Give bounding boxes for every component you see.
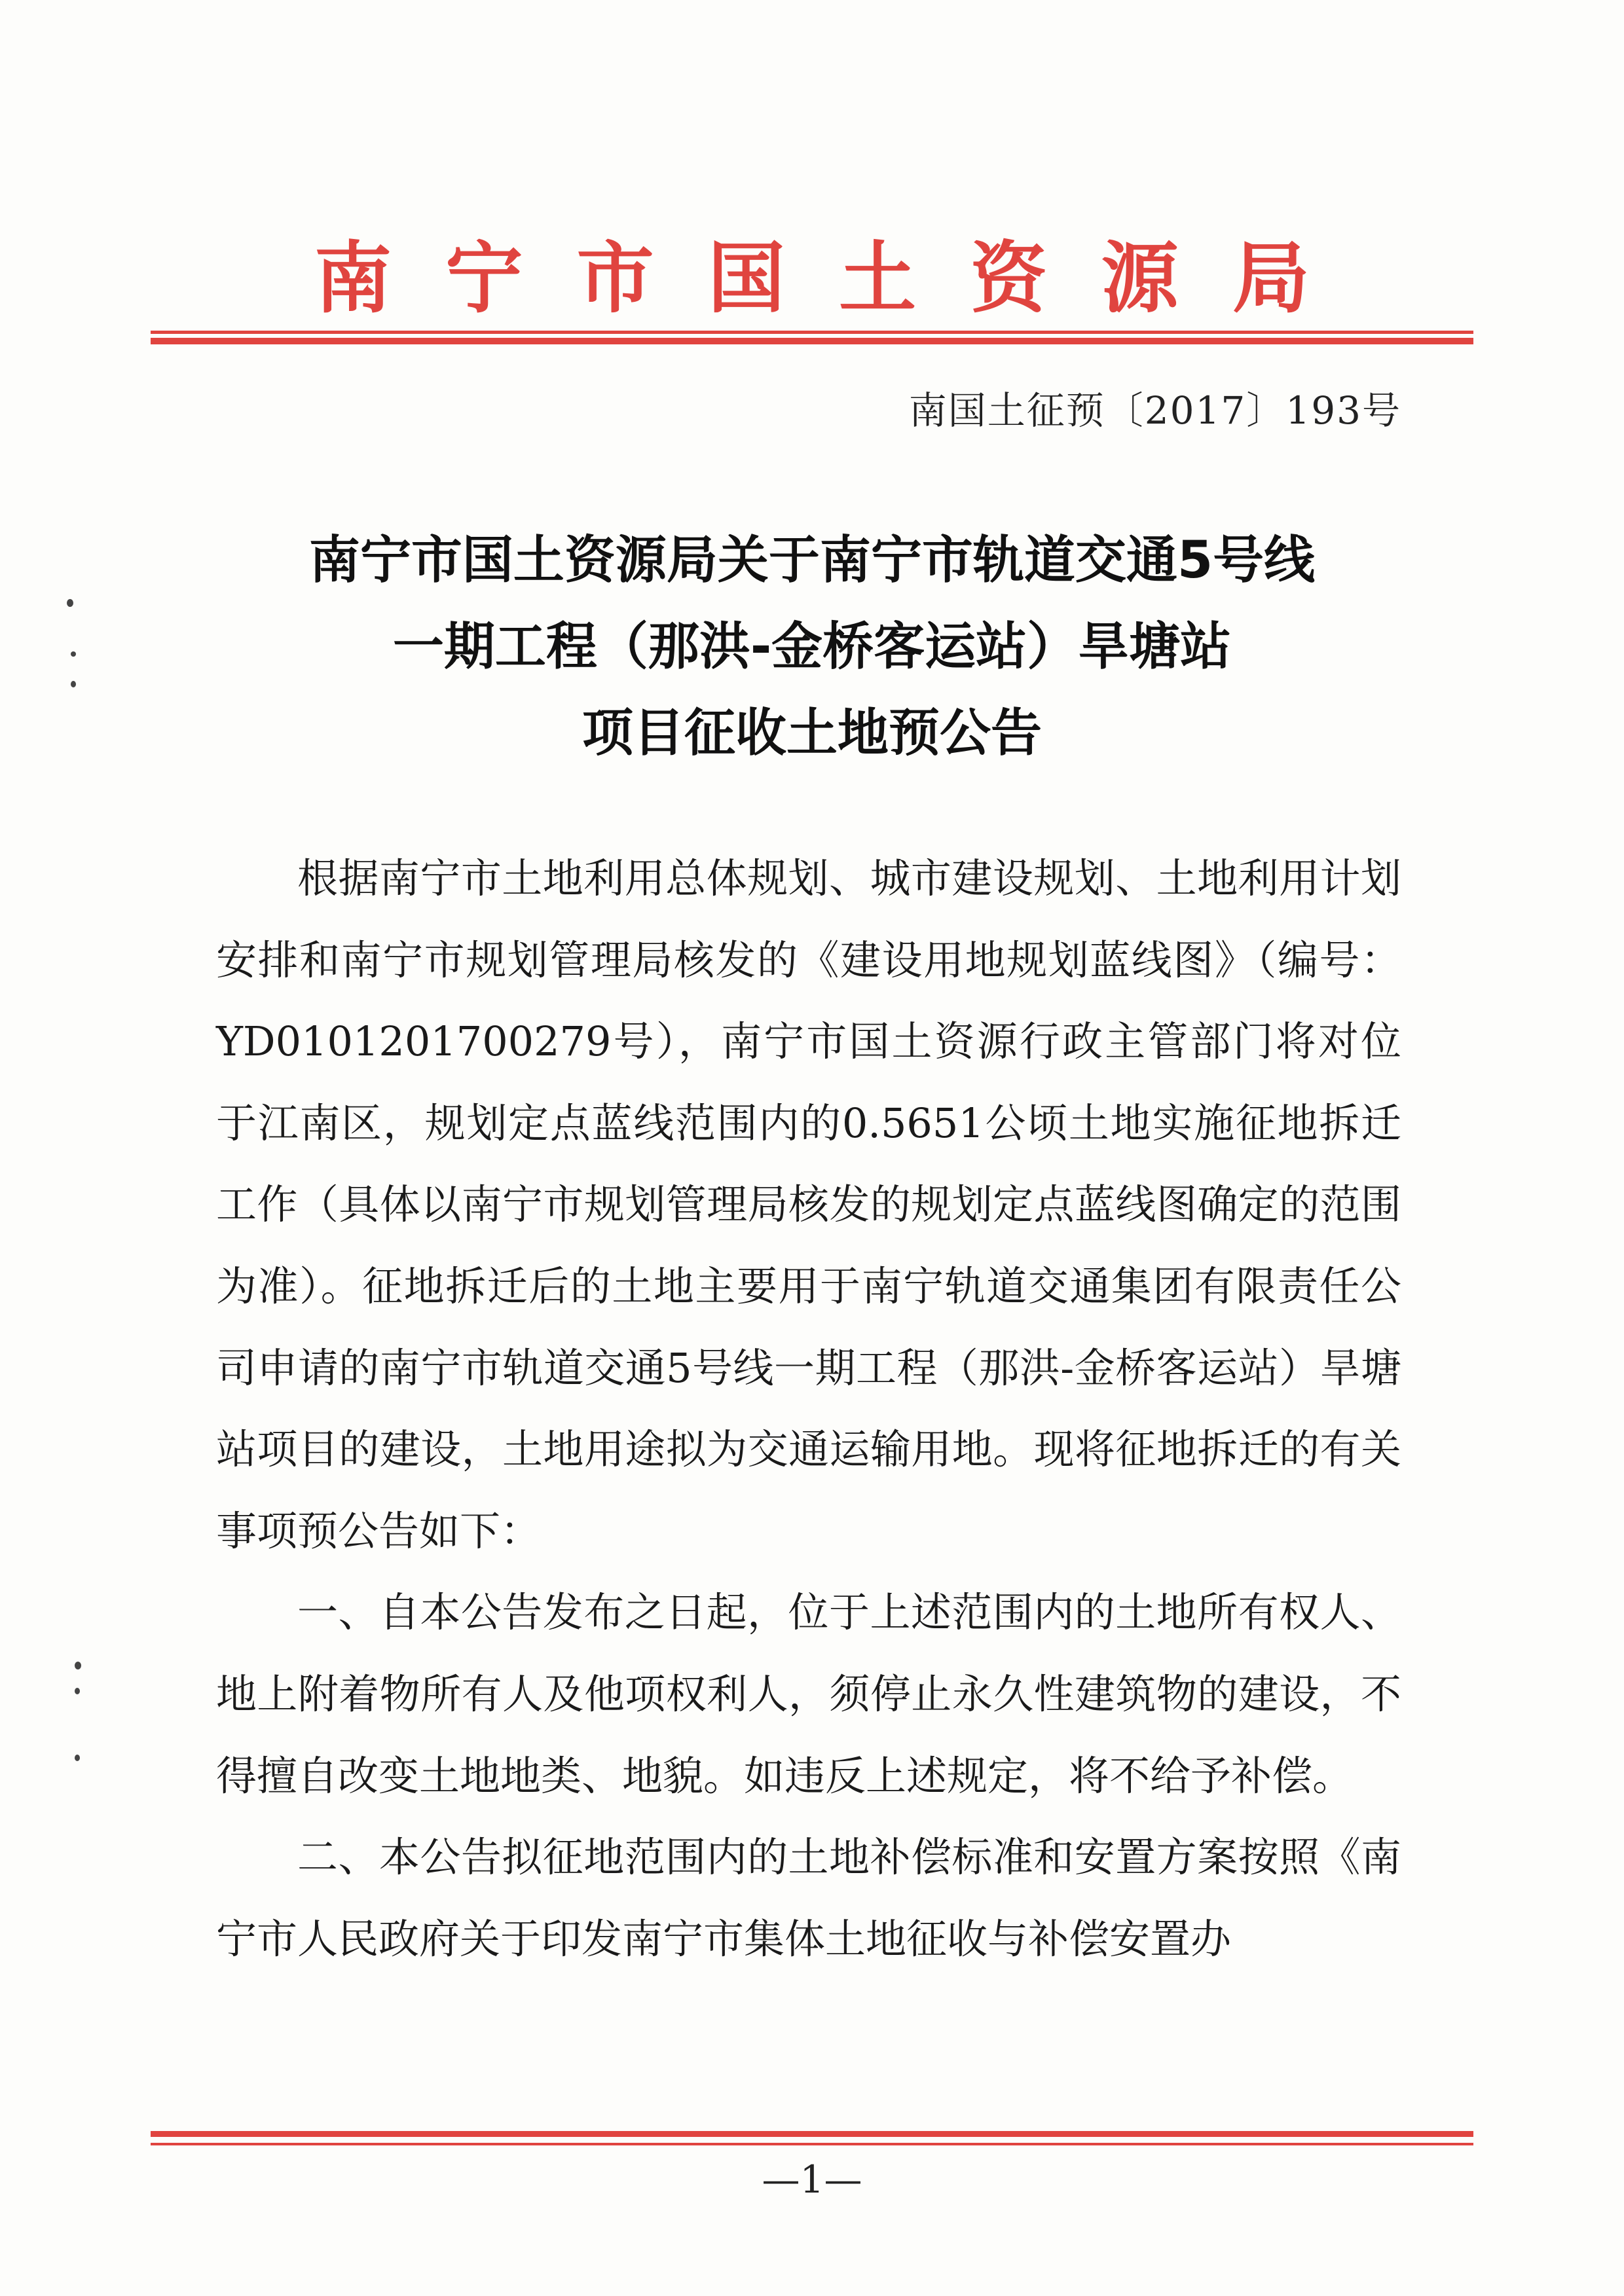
title-line: 南宁市国土资源局关于南宁市轨道交通5号线 bbox=[308, 531, 1316, 590]
agency-char: 市 bbox=[576, 232, 654, 323]
page-number: —1— bbox=[762, 2157, 862, 2202]
document-number: 南国土征预〔2017〕193号 bbox=[908, 388, 1401, 433]
title-line: 项目征收土地预公告 bbox=[581, 704, 1042, 763]
binding-hole-mark bbox=[71, 651, 76, 657]
header-divider-thick bbox=[151, 338, 1473, 344]
binding-hole-mark bbox=[75, 1662, 81, 1669]
agency-char: 国 bbox=[707, 232, 785, 323]
agency-char: 南 bbox=[314, 232, 392, 323]
footer-divider-thin bbox=[151, 2143, 1473, 2145]
document-body bbox=[216, 838, 1401, 1980]
binding-hole-mark bbox=[67, 599, 73, 607]
document-title bbox=[151, 517, 1473, 776]
binding-hole-mark bbox=[75, 1755, 80, 1761]
header-divider-thin bbox=[151, 331, 1473, 334]
body-paragraph: 根据南宁市土地利用总体规划、城市建设规划、土地利用计划安排和南宁市规划管理局核发的《建设用地规划蓝线图》（编号：YD0101201700279号），南宁市国土资源行政主管部门将对位于江南区，规划定点蓝线范围内的0.5651公顷土地实施征地拆迁工作（具体以南宁市规划管理局核发的规划定点蓝线图确定的范围为准）。征地拆迁后的土地主要用于南宁轨道交通集团有限责任公司申请的南宁市轨道交通5号线一期工程（那洪-金桥客运站）旱塘站项目的建设，土地用途拟为交通运输用地。现将征地拆迁的有关事项预公告如下： bbox=[216, 854, 1401, 1555]
agency-char: 源 bbox=[1101, 232, 1179, 323]
issuing-agency-header bbox=[151, 223, 1473, 321]
agency-char: 宁 bbox=[445, 232, 523, 323]
footer-divider-thick bbox=[151, 2131, 1473, 2137]
title-line: 一期工程（那洪-金桥客运站）旱塘站 bbox=[392, 617, 1232, 676]
agency-char: 资 bbox=[970, 232, 1048, 323]
binding-hole-mark bbox=[75, 1688, 80, 1694]
body-paragraph: 二、本公告拟征地范围内的土地补偿标准和安置方案按照《南宁市人民政府关于印发南宁市集体土地征收与补偿安置办 bbox=[216, 1833, 1401, 1963]
body-paragraph: 一、自本公告发布之日起，位于上述范围内的土地所有权人、地上附着物所有人及他项权利人，须停止永久性建筑物的建设，不得擅自改变土地地类、地貌。如违反上述规定，将不给予补偿。 bbox=[216, 1588, 1401, 1800]
agency-char: 局 bbox=[1232, 232, 1310, 323]
agency-char: 土 bbox=[839, 232, 917, 323]
binding-hole-mark bbox=[71, 681, 76, 687]
